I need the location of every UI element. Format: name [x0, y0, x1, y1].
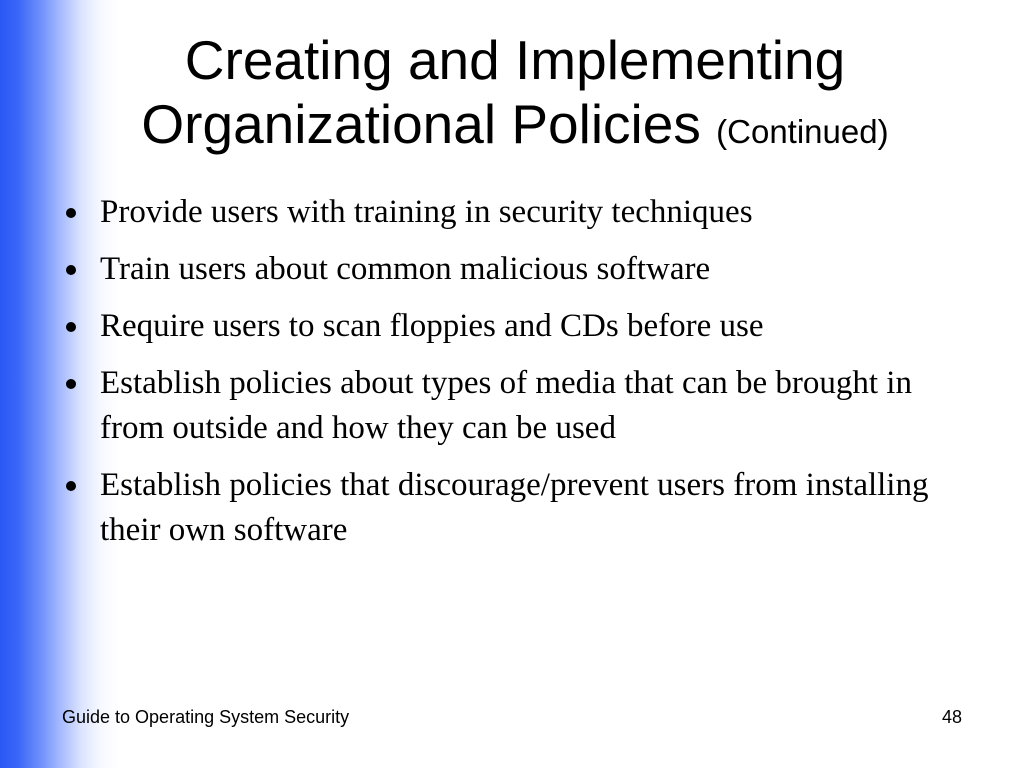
bullet-dot-icon	[66, 481, 76, 491]
bullet-dot-icon	[66, 265, 76, 275]
bullet-text: Establish policies about types of media that can be brought in from outside and how they can be used	[100, 365, 912, 446]
bullet-dot-icon	[66, 379, 76, 389]
bullet-item	[62, 361, 962, 451]
bullet-dot-icon	[66, 208, 76, 218]
footer-title: Guide to Operating System Security	[62, 707, 350, 727]
bullet-text: Establish policies that discourage/prevent users from installing their own software	[100, 467, 929, 548]
bullet-list	[62, 190, 962, 565]
bullet-item	[62, 463, 962, 553]
title-suffix: (Continued)	[716, 113, 889, 150]
page-number: 48	[941, 707, 962, 727]
title-main: Creating and Implementing Organizational Policies	[141, 29, 846, 155]
bullet-text: Provide users with training in security techniques	[100, 194, 753, 230]
slide-title	[40, 28, 990, 164]
bullet-item	[62, 304, 962, 349]
bullet-dot-icon	[66, 322, 76, 332]
bullet-item	[62, 247, 962, 292]
bullet-text: Require users to scan floppies and CDs before use	[100, 308, 764, 344]
bullet-item	[62, 190, 962, 235]
bullet-text: Train users about common malicious software	[100, 251, 711, 287]
